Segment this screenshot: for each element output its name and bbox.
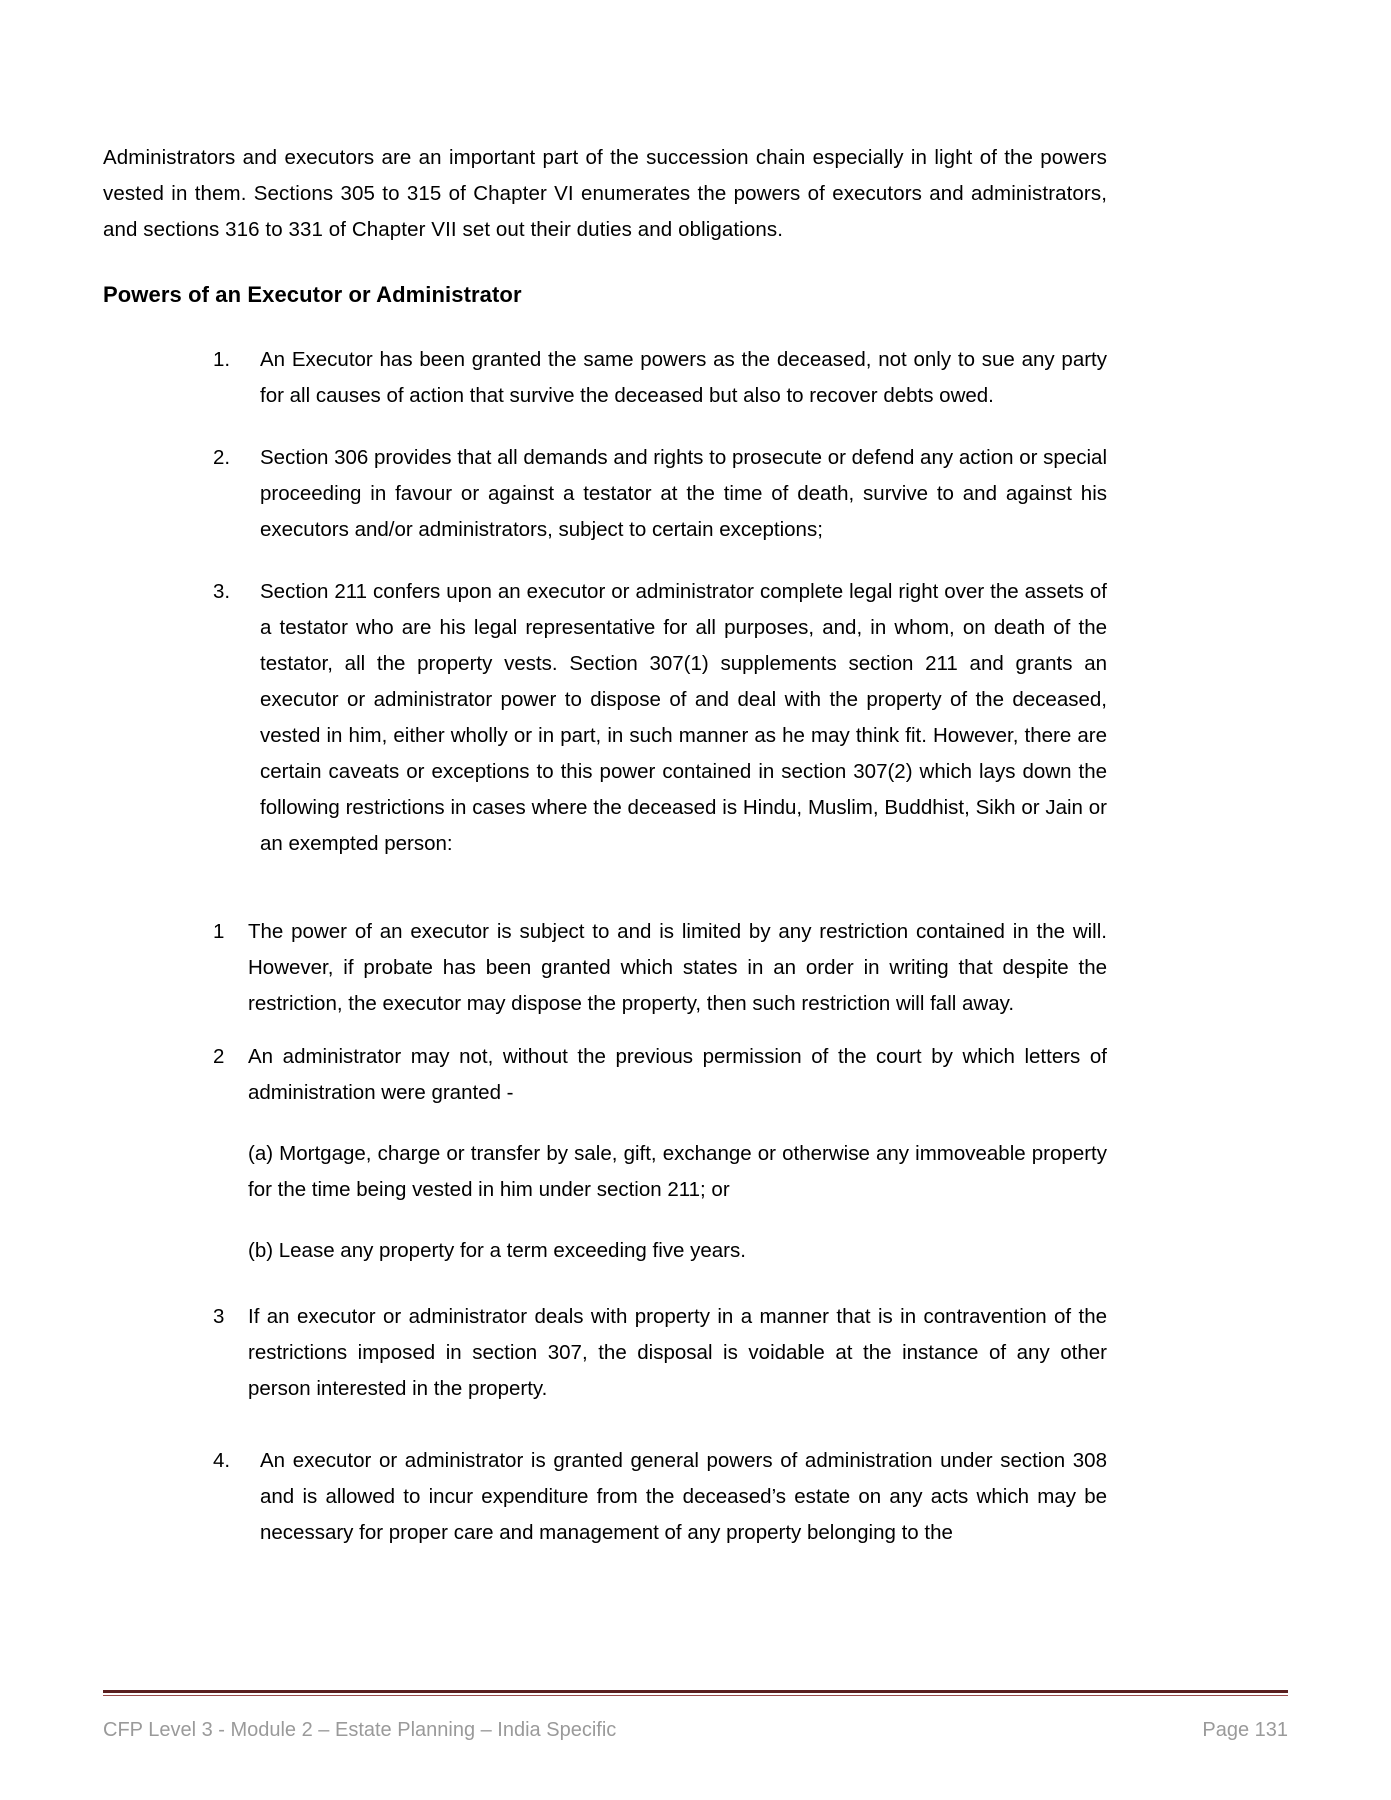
- list-item-text: An administrator may not, without the previous permission of the court by which letters of administration were granted -: [248, 1045, 1107, 1104]
- list-marker: 1: [213, 920, 225, 943]
- list-item-text: If an executor or administrator deals with property in a manner that is in contravention of the restrictions imposed in section 307, the disposal is voidable at the instance of any other person interested in the property.: [248, 1305, 1107, 1400]
- list-marker: 2: [213, 1045, 225, 1068]
- list-item-text: Section 306 provides that all demands and rights to prosecute or defend any action or special proceeding in favour or against a testator at the time of death, survive to and against his executors and/or administrators, subject to certain exceptions;: [260, 446, 1107, 541]
- list-item-text: An executor or administrator is granted general powers of administration under section 308 and is allowed to incur expenditure from the deceased’s estate on any acts which may be necessary for proper care and management of any property belonging to the: [260, 1449, 1107, 1544]
- footer-divider-thin: [103, 1695, 1288, 1696]
- list-item-text: Section 211 confers upon an executor or administrator complete legal right over the assets of a testator who are his legal representative for all purposes, and, in whom, on death of the testator, all the property vests. Section 307(1) supplements section 211 and grants an executor or administrator power to dispose of and deal with the property of the deceased, vested in him, either wholly or in part, in such manner as he may think fit. However, there are certain caveats or exceptions to this power contained in section 307(2) which lays down the following restrictions in cases where the deceased is Hindu, Muslim, Buddhist, Sikh or Jain or an exempted person:: [260, 580, 1107, 855]
- page-footer: [103, 1690, 1288, 1800]
- list-item-text: The power of an executor is subject to and is limited by any restriction contained in the will. However, if probate has been granted which states in an order in writing that despite the restriction, the executor may dispose the property, then such restriction will fall away.: [248, 920, 1107, 1015]
- list-marker: 3.: [213, 580, 231, 603]
- sub-item-a: (a) Mortgage, charge or transfer by sale, gift, exchange or otherwise any immoveable property for the time being vested in him under section 211; or: [248, 1142, 1107, 1201]
- page-title: Powers of an Executor or Administrator: [103, 282, 522, 307]
- list-marker: 1.: [213, 348, 231, 371]
- footer-divider-thick: [103, 1690, 1288, 1693]
- list-item: [213, 1039, 1107, 1269]
- powers-primary-list: [103, 342, 1107, 862]
- footer-row: [103, 1716, 1288, 1744]
- powers-primary-list-continued: [103, 1443, 1107, 1551]
- list-item: [213, 574, 1107, 862]
- intro-paragraph: Administrators and executors are an important part of the succession chain especially in light of the powers vested in them. Sections 305 to 315 of Chapter VI enumerates the powers of executors and administrators, and sections 316 to 331 of Chapter VII set out their duties and obligations.: [103, 146, 1107, 241]
- restrictions-list: [103, 914, 1107, 1407]
- list-item: [213, 1299, 1107, 1407]
- list-marker: 2.: [213, 446, 231, 469]
- sub-item-b: (b) Lease any property for a term exceeding five years.: [248, 1239, 746, 1262]
- list-item: [213, 342, 1107, 414]
- list-item: [213, 914, 1107, 1022]
- list-item: [213, 1443, 1107, 1551]
- list-item: [213, 440, 1107, 548]
- list-marker: 4.: [213, 1449, 231, 1472]
- list-marker: 3: [213, 1305, 225, 1328]
- footer-course-label: CFP Level 3 - Module 2 – Estate Planning – India Specific: [103, 1719, 617, 1741]
- list-item-text: An Executor has been granted the same powers as the deceased, not only to sue any party for all causes of action that survive the deceased but also to recover debts owed.: [260, 348, 1107, 407]
- page-content: [103, 140, 1107, 1551]
- footer-page-number: Page 131: [1202, 1719, 1288, 1741]
